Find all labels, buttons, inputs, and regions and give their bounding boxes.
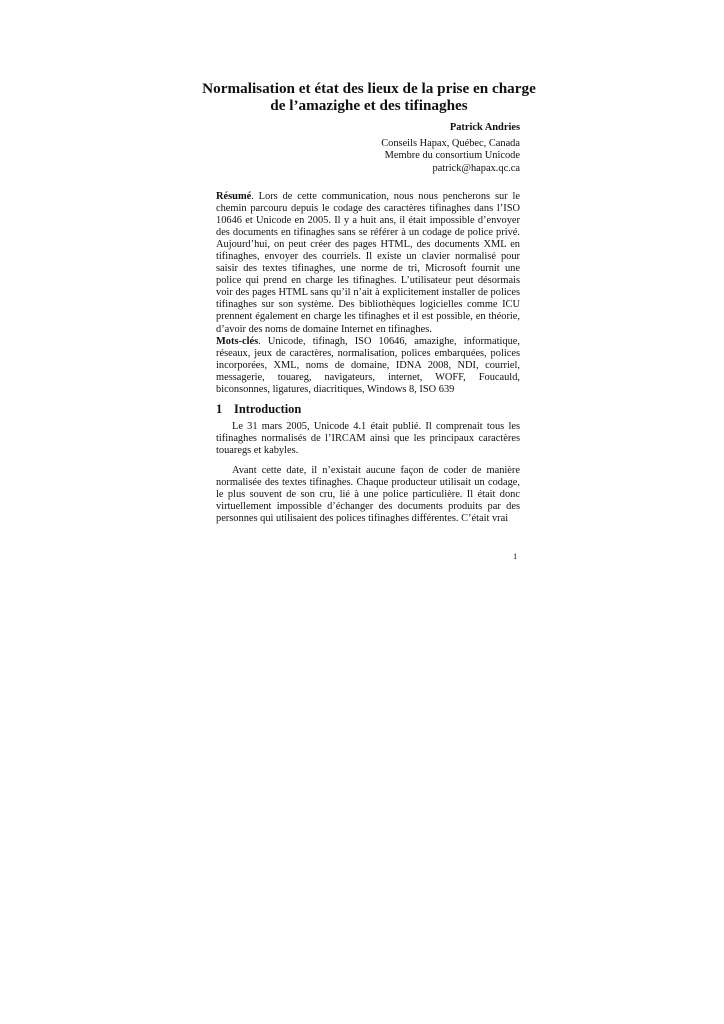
section-heading (216, 402, 301, 416)
title-line-2: de l’amazighe et des tifinaghes (270, 97, 468, 114)
section-body (216, 421, 520, 533)
abstract-label: Résumé (216, 191, 252, 202)
author-email: patrick@hapax.qc.ca (432, 162, 520, 174)
body-paragraph: Avant cette date, il n’existait aucune façon de coder de manière normalisée des textes tifinaghes. Chaque producteur utilisait un codage, le plus souvent de son cru, lié à une police particulière. Il était donc virtuellement impossible d’échanger des documents produits par des personnes qui utilisaient des polices tifinaghes différentes. C’était vrai (216, 465, 520, 525)
section-number: 1 (216, 402, 223, 416)
affiliation-line: Membre du consortium Unicode (384, 150, 520, 162)
section-title: Introduction (234, 402, 302, 416)
author-affiliation (381, 138, 520, 175)
keywords-label: Mots-clés (216, 335, 259, 347)
abstract-block (216, 191, 520, 396)
body-paragraph: Le 31 mars 2005, Unicode 4.1 était publié. Il comprenait tous les tifinaghes normalisés de l’IRCAM ainsi que les principaux caractères touaregs et kabyles. (216, 421, 520, 457)
affiliation-line: Conseils Hapax, Québec, Canada (381, 138, 520, 149)
page-number: 1 (513, 551, 518, 561)
title-line-1: Normalisation et état des lieux de la prise en charge (202, 80, 536, 97)
abstract-text: . Lors de cette communication, nous nous pencherons sur le chemin parcouru depuis le codage des caractères tifinaghes dans l’ISO 10646 et Unicode en 2005. Il y a huit ans, il était impossible d’envoyer des documents en tifinaghes sans se référer à un codage de police privé. Aujourd’hui, on peut créer des pages HTML, des documents XML en tifinaghes, envoyer des courriels. Il existe un clavier normalisé pour saisir des textes tifinaghes, une norme de tri, Microsoft fournit une police qui prend en charge les tifinaghes. L’utilisateur peut désormais voir des pages HTML sans qu’il n’ait à explicitement installer de polices tifinaghes sur son système. Des bibliothèques logicielles comme ICU prennent également en charge les tifinaghes et il est possible, en théorie, d’avoir des noms de domaine Internet en tifinaghes. (216, 191, 520, 335)
keywords-paragraph (216, 336, 520, 396)
paper-title (200, 80, 538, 114)
abstract-paragraph (216, 191, 520, 336)
author-name: Patrick Andries (449, 122, 520, 133)
keywords-text: . Unicode, tifinagh, ISO 10646, amazighe, informatique, réseaux, jeux de caractères, normalisation, polices embarquées, polices incorporées, XML, noms de domaine, IDNA 2008, NDI, courriel, messagerie, touareg, navigateurs, internet, WOFF, Foucauld, biconsonnes, ligatures, diacritiques, Windows 8, ISO 639 (216, 335, 520, 395)
